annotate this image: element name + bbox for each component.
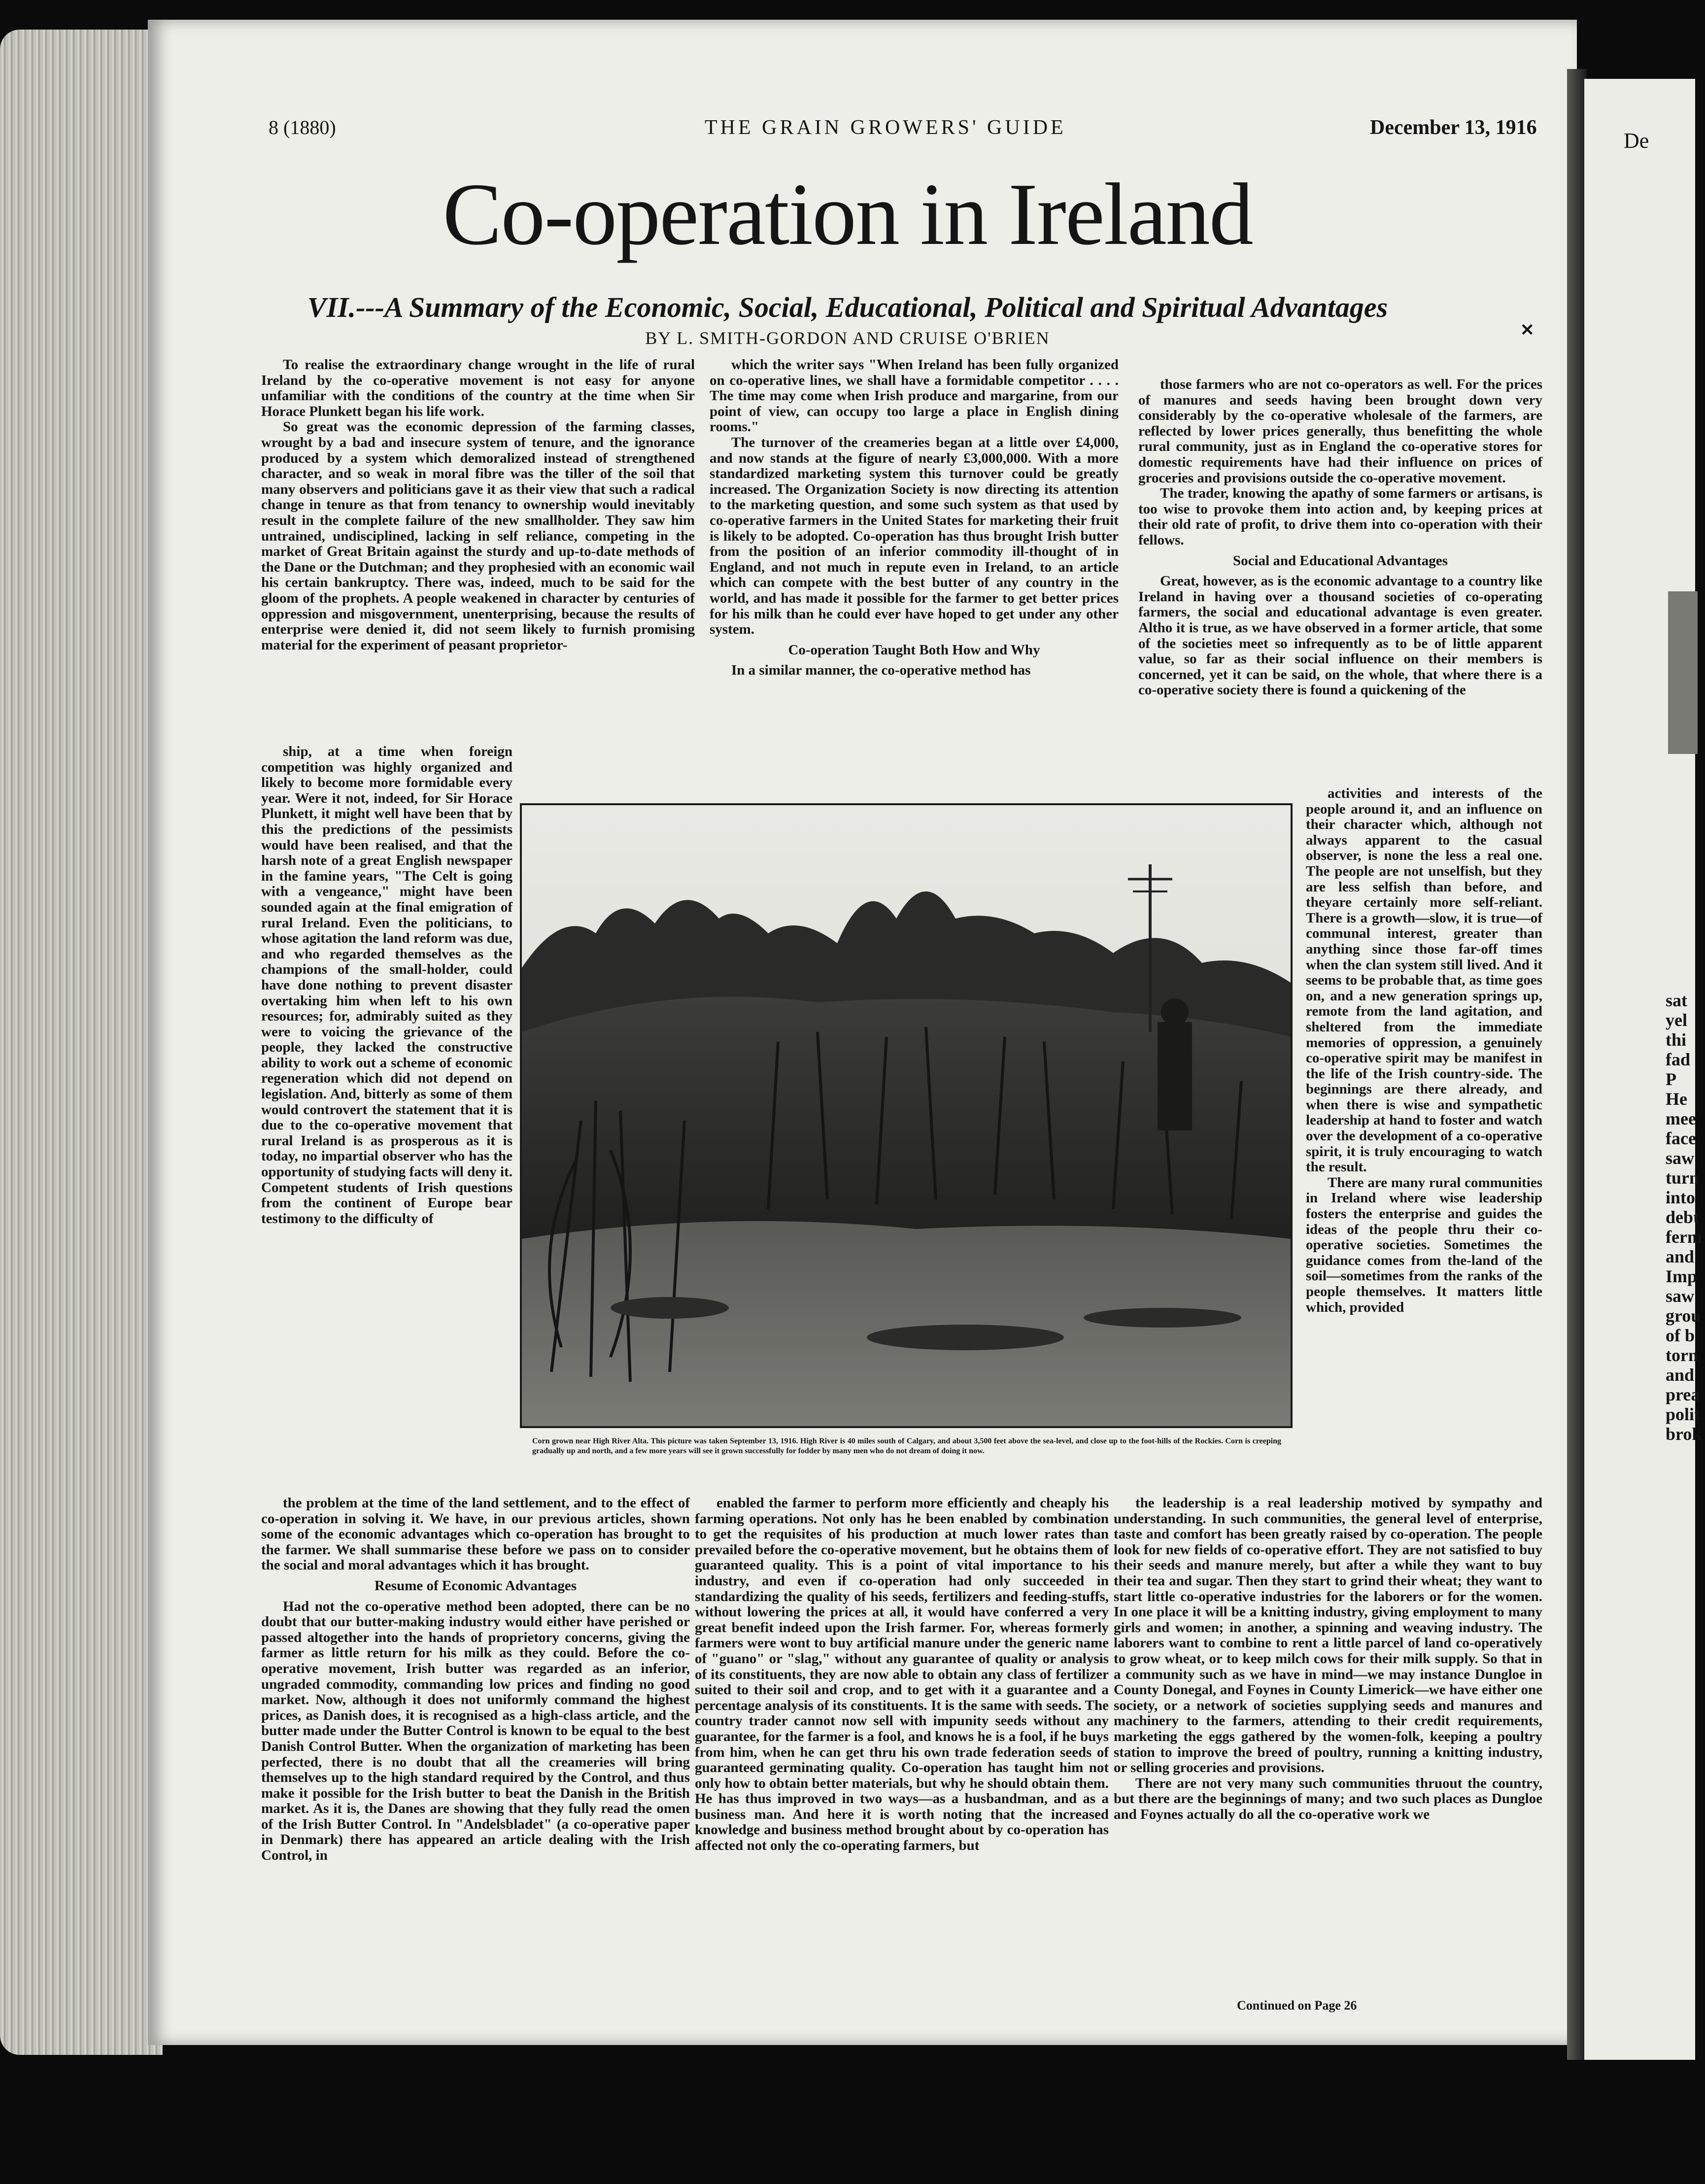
column-3-wrap [1306, 786, 1542, 1491]
column-2-bottom [695, 1496, 1109, 2018]
margin-mark: ✕ [1520, 321, 1534, 340]
adjacent-line: into [1666, 1188, 1696, 1207]
issue-date: December 13, 1916 [1370, 116, 1537, 139]
paragraph: those farmers who are not co-operators as well. For the prices of manures and seeds having been brought down very considerably by the co-operative wholesale of the farmers, are reflected by lower prices generally, thus benefitting the whole rural community, just as in England the co-operative stores for domestic requirements have had their influence on prices of groceries and provisions outside the co-operative movement. [1138, 376, 1542, 486]
section-heading-economic: Resume of Economic Advantages [374, 1577, 577, 1594]
paragraph: the problem at the time of the land settlement, and to the effect of co-operation in solving it. We have, in our previous articles, shown some of the economic advantages which co-operation has brought to the farmer. We shall summarise these before we pass on to consider the social and moral advantages which it has brought. [261, 1495, 690, 1573]
column-2-tail: In a similar manner, the co-operative method has [731, 662, 1031, 679]
section-heading-how-and-why: Co-operation Taught Both How and Why [788, 642, 1040, 658]
column-1-wrap [261, 744, 512, 1488]
column-3-top [1138, 377, 1542, 786]
adjacent-line: debt [1666, 1207, 1700, 1227]
paragraph: The turnover of the creameries began at a little over £4,000, and now stands at the figure of nearly £3,000,000. With a more standardized marketing system this turnover could be greatly increased. The Organization Society is now directing its attention to the marketing question, and some such system as that used by co-operative farmers in the United States for marketing their fruit is likely to be adopted. Co-operation has thus brought Irish butter from the position of an inferior commodity ill-thought of in England, and not much in repute even in Ireland, to an article which can compete with the best butter of any country in the world, and has made it possible for the farmer to get better prices for his milk than he could ever have hoped to get under any other system. [710, 434, 1119, 638]
adjacent-line: polit [1666, 1404, 1701, 1424]
column-3-bottom [1114, 1496, 1542, 1983]
adjacent-page-header: De [1624, 129, 1649, 153]
continued-notice: Continued on Page 26 [1237, 1998, 1357, 2013]
adjacent-line: and [1666, 1247, 1695, 1266]
adjacent-line: fad [1666, 1050, 1691, 1069]
adjacent-line: ferm [1666, 1227, 1702, 1247]
adjacent-line: mee [1666, 1109, 1696, 1128]
article-title: Co-operation in Ireland [443, 165, 1253, 263]
adjacent-line: thi [1666, 1030, 1687, 1050]
adjacent-line: saw [1666, 1148, 1695, 1168]
section-heading-social-educational: Social and Educational Advantages [1233, 552, 1448, 569]
farmer-figure [1158, 1022, 1192, 1130]
paragraph: activities and interests of the people around it, and an influence on their character which, although not always apparent to the casual observer, is none the less a real one. The people are not unselfish, but they are less selfish than before, and theyare certainly more self-reliant. There is a growth—slow, it is true—of communal interest, greater than anything since those far-off times when the clan system still lived. And it seems to be probable that, as time goes on, and a new generation springs up, remote from the land agitation, and sheltered from the immediate memories of oppression, a genuinely co-operative spirit may be manifest in the life of the Irish country-side. The beginnings are there already, and when there is wise and sympathetic leadership at hand to foster and watch over the development of a co-operative spirit, it is truly encouraging to watch the result. [1306, 785, 1542, 1175]
adjacent-line: Imp [1666, 1266, 1698, 1286]
paragraph: So great was the economic depression of the farming classes, wrought by a bad and insecure system of tenure, and the ignorance produced by a system which demoralized instead of strengthened character, and so weak in moral fibre was the tiller of the soil that many observers and politicians gave it as their view that such a radical change in tenure as that from tenancy to ownership would inevitably result in the complete failure of the new smallholder. They saw him untrained, undisciplined, lacking in self reliance, competing in the market of Great Britain against the sturdy and up-to-date methods of the Dane or the Dutchman; and they prophesied with an economic wail his certain bankruptcy. There was, indeed, much to be said for the gloom of the prophets. A people weakened in character by centuries of oppression and misgovernment, unenterprising, because the results of enterprise were denied it, did not seem likely to furnish promising material for the experiment of peasant proprietor- [261, 419, 695, 653]
article-subtitle: VII.---A Summary of the Economic, Social, Educational, Political and Spiritual Advantages [307, 291, 1388, 323]
paragraph: There are many rural communities in Ireland where wise leadership fosters the enterprise and guides the ideas of the people thru their co-operative societies. Sometimes the guidance comes from the-land of the soil—sometimes from the ranks of the people themselves. It matters little which, provided [1306, 1174, 1542, 1315]
adjacent-line: grou [1666, 1306, 1701, 1326]
paragraph: ship, at a time when foreign competition was highly organized and likely to become more formidable every year. Were it not, indeed, for Sir Horace Plunkett, it might well have been that by this the predictions of the pessimists would have been realised, and that the harsh note of a great English newspaper in the famine years, "The Celt is going with a vengeance," might have been sounded again at the final emigration of rural Ireland. Even the politicians, to whose agitation the land reform was due, and who regarded themselves as the champions of the small-holder, could have done nothing to prevent disaster overtaking him when left to his own resources; for, admirably suited as they were to voicing the grievance of the people, they lacked the constructive ability to work out a scheme of economic regeneration which did not depend on legislation. And, bitterly as some of them would controvert the statement that it is due to the co-operative movement that rural Ireland is as prosperous as it is today, no impartial observer who has the opportunity of studying facts will deny it. Competent students of Irish questions from the continent of Europe bear testimony to the difficulty of [261, 744, 512, 1227]
adjacent-line: of b [1666, 1326, 1695, 1345]
adjacent-line: yel [1666, 1010, 1687, 1030]
column-1-top [261, 357, 695, 744]
paragraph: The trader, knowing the apathy of some farmers or artisans, is too wise to provoke them into action and, by keeping prices at their old rate of profit, to drive them into co-operation with their fellows. [1138, 485, 1542, 548]
paragraph: To realise the extraordinary change wrought in the life of rural Ireland by the co-operative movement is not easy for anyone unfamiliar with the conditions of the country at the time when Sir Horace Plunkett began his life work. [261, 357, 695, 419]
adjacent-line: face [1666, 1128, 1696, 1148]
paragraph: enabled the farmer to perform more efficiently and cheaply his farming operations. Not only has he been enabled by combination to get the requisites of his production at much lower rates than prevailed before the co-operative movement, but he obtains them of guaranteed quality. This is a point of vital importance to his industry, and even if co-operation had only succeeded in standardizing the quality of his seeds, fertilizers and feeding-stuffs, without lowering the prices at all, it would have conferred a very great benefit indeed upon the Irish farmer. For, whereas formerly farmers were wont to buy artificial manure under the generic name of "guano" or "slag," without any guarantee of quality or analysis of its constituents, they are now able to obtain any class of fertilizer suited to their soil and crop, and to get with it a guarantee and a percentage analysis of its constituents. It is the same with seeds. The country trader cannot now sell with impunity seeds without any guarantee, for the farmer is a fool, and knows he is a fool, if he buys from him, when he can get thru his own trade federation seeds of guaranteed germinating quality. Co-operation has taught him not only how to obtain better materials, but why he should obtain them. He has thus improved in two ways—as a husbandman, and as a business man. And here it is worth noting that the increased knowledge and business method brought about by co-operation has affected not only the co-operating farmers, but [695, 1495, 1109, 1854]
adjacent-line: turn [1666, 1168, 1700, 1188]
adjacent-line: sat [1666, 990, 1687, 1010]
page-number: 8 (1880) [269, 116, 336, 138]
adjacent-line: saw [1666, 1286, 1695, 1306]
article-byline: BY L. SMITH-GORDON AND CRUISE O'BRIEN [645, 328, 1050, 348]
adjacent-line: brok [1666, 1424, 1702, 1444]
photo-caption: Corn grown near High River Alta. This picture was taken September 13, 1916. High River is 40 miles south of Calgary, and about 3,500 feet above the sea-level, and close up to the foot-hills of the Rockies. Corn is creeping gradually up and north, and a few more years will see it grown successfully for fodder by many men who do not dream of doing it now. [532, 1437, 1281, 1455]
cornfield-photo [520, 803, 1293, 1428]
book-gutter [1567, 69, 1587, 2060]
adjacent-page-image [1668, 591, 1698, 754]
paragraph: Great, however, as is the economic advantage to a country like Ireland in having over a thousand societies of co-operating farmers, the social and educational advantage is even greater. Altho it is true, as we have observed in a former article, that some of the societies meet so infrequently as to be of little apparent value, so far as their social influence on their members is concerned, yet it can be said, on the whole, that where there is a co-operative society there is found a quickening of the [1138, 573, 1542, 698]
adjacent-line: He [1666, 1089, 1687, 1109]
paragraph: Had not the co-operative method been adopted, there can be no doubt that our butter-making industry would either have perished or passed altogether into the hands of proprietory concerns, giving the farmer as little return for his milk as they could. Before the co-operative movement, Irish butter was regarded as an inferior, ungraded commodity, commanding low prices and finding no good market. Now, although it does not uniformly command the highest prices, as Danish does, it is recognised as a high-class article, and the butter made under the Butter Control is known to be equal to the best Danish Control Butter. When the organization of marketing has been perfected, there is no doubt that all the creameries will bring themselves up to the high standard required by the Control, and thus make it possible for the Irish butter to beat the Danish in the British market. As it is, the Danes are showing that they fully read the omen of the Irish Butter Control. In "Andelsbladet" (a co-operative paper in Denmark) there has appeared an article dealing with the Irish Control, in [261, 1598, 690, 1864]
adjacent-line: torn [1666, 1345, 1698, 1365]
adjacent-page-column [1666, 990, 1705, 1444]
publication-name: THE GRAIN GROWERS' GUIDE [705, 116, 1066, 139]
column-2-top [710, 357, 1119, 771]
adjacent-line: and [1666, 1365, 1695, 1385]
paragraph: There are not very many such communities thruout the country, but there are the beginnings of many; and two such places as Dungloe and Foynes actually do all the co-operative work we [1114, 1775, 1542, 1822]
paragraph: which the writer says "When Ireland has been fully organized on co-operative lines, we shall have a formidable competitor . . . . The time may come when Irish produce and margarine, from our point of view, can occupy too large a place in English dining rooms." [710, 357, 1119, 435]
paragraph: the leadership is a real leadership motived by sympathy and understanding. In such communities, the general level of enterprise, taste and comfort has been greatly raised by co-operation. The people look for new fields of co-operative effort. They are not satisfied to buy their seeds and manure merely, but after a while they want to buy their tea and sugar. Then they start to grind their wheat; they want to start little co-operative industries for the laborers or for the women. In one place it will be a knitting industry, giving employment to many girls and women; in another, a spinning and weaving industry. The laborers want to combine to rent a little parcel of land co-operatively to grow wheat, or to keep milch cows for their milk supply. So that in a community such as we have in mind—we may instance Dungloe in County Donegal, and Foynes in County Limerick—we have either one society, or a network of societies supplying seeds and manures and machinery to the farmers, attending to their credit requirements, marketing the eggs gathered by the women-folk, keeping a poultry station to improve the breed of poultry, running a knitting industry, or selling groceries and provisions. [1114, 1495, 1542, 1776]
adjacent-line: P [1666, 1069, 1676, 1089]
column-1-bottom [261, 1496, 690, 2018]
cornfield-photo-art [522, 805, 1291, 1426]
adjacent-page-fragment [1584, 79, 1702, 2060]
adjacent-line: prea [1666, 1385, 1700, 1404]
